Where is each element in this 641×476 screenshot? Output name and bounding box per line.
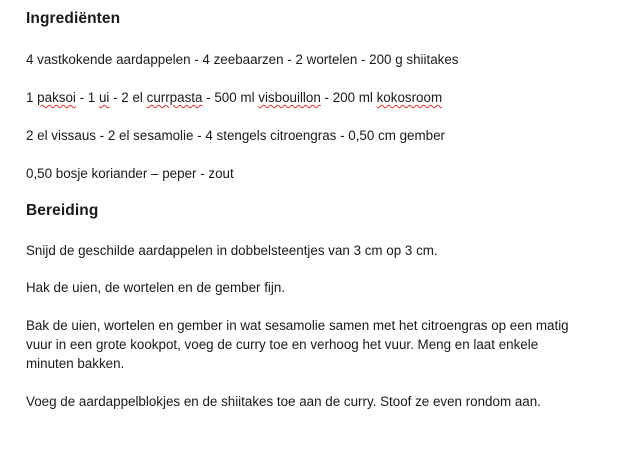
text-segment: 1 bbox=[26, 90, 38, 105]
spellcheck-word: ui bbox=[98, 90, 110, 105]
preparation-step: Snijd de geschilde aardappelen in dobbelsteentjes van 3 cm op 3 cm. bbox=[26, 243, 438, 258]
preparation-step: Hak de uien, de wortelen en de gember fijn. bbox=[26, 280, 286, 295]
text-segment: - 1 bbox=[75, 90, 99, 105]
preparation-step-line: vuur in een grote kookpot, voeg de curry toe en verhoog het vuur. Meng en laat enkele bbox=[26, 337, 539, 352]
heading-ingredients: Ingrediënten bbox=[26, 10, 121, 27]
ingredient-line: 2 el vissaus - 2 el sesamolie - 4 stengels citroengras - 0,50 cm gember bbox=[26, 128, 446, 143]
spellcheck-word: visbouillon bbox=[258, 90, 321, 105]
ingredient-line: 4 vastkokende aardappelen - 4 zeebaarzen - 2 wortelen - 200 g shiitakes bbox=[26, 52, 459, 67]
document-body bbox=[26, 8, 631, 411]
spellcheck-word: paksoi bbox=[37, 90, 76, 105]
preparation-step-line: minuten bakken. bbox=[26, 356, 125, 371]
preparation-step bbox=[26, 316, 631, 373]
text-segment: - 500 ml bbox=[202, 90, 259, 105]
text-segment: - 2 el bbox=[109, 90, 147, 105]
preparation-step: Voeg de aardappelblokjes en de shiitakes toe aan de curry. Stoof ze even rondom aan. bbox=[26, 394, 541, 409]
spellcheck-word: kokosroom bbox=[376, 90, 443, 105]
spellcheck-word: currpasta bbox=[146, 90, 203, 105]
ingredient-line bbox=[26, 88, 631, 107]
text-segment: - 200 ml bbox=[320, 90, 377, 105]
ingredient-line: 0,50 bosje koriander – peper - zout bbox=[26, 166, 234, 181]
preparation-step-line: Bak de uien, wortelen en gember in wat sesamolie samen met het citroengras op een matig bbox=[26, 318, 569, 333]
heading-preparation: Bereiding bbox=[26, 202, 99, 219]
